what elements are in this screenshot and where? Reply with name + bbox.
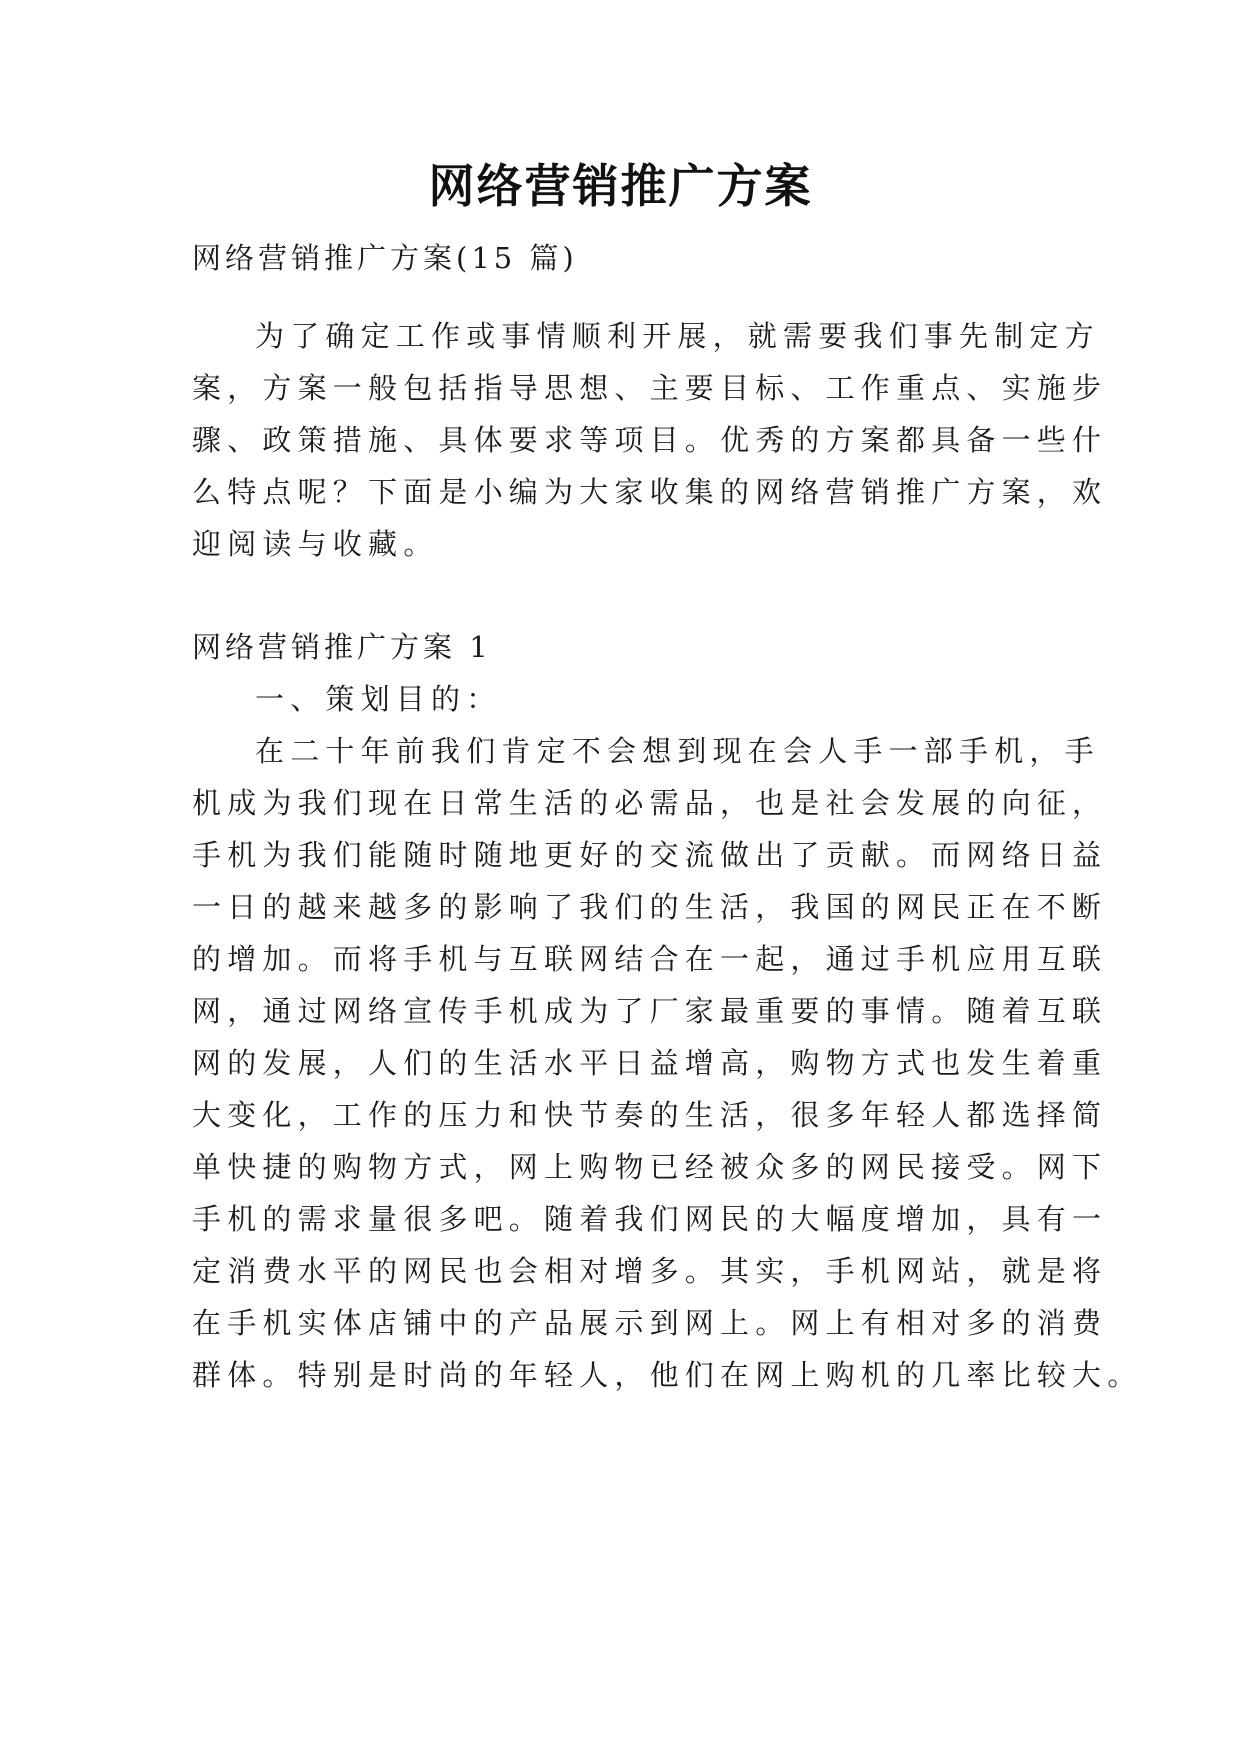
intro-line: 骤、政策措施、具体要求等项目。优秀的方案都具备一些什	[192, 423, 1108, 457]
document-subtitle: 网络营销推广方案(15 篇)	[192, 241, 578, 275]
intro-line: 么特点呢？下面是小编为大家收集的网络营销推广方案，欢	[192, 475, 1108, 509]
intro-line: 案，方案一般包括指导思想、主要目标、工作重点、实施步	[192, 371, 1108, 405]
body-line: 手机为我们能随时随地更好的交流做出了贡献。而网络日益	[192, 838, 1108, 872]
body-line: 的增加。而将手机与互联网结合在一起，通过手机应用互联	[192, 942, 1108, 976]
section-subtitle: 一、策划目的：	[255, 682, 502, 716]
body-line: 网，通过网络宣传手机成为了厂家最重要的事情。随着互联	[192, 994, 1108, 1028]
body-line: 机成为我们现在日常生活的必需品，也是社会发展的向征，	[192, 786, 1108, 820]
document-title: 网络营销推广方案	[428, 159, 813, 213]
body-line: 一日的越来越多的影响了我们的生活，我国的网民正在不断	[192, 890, 1108, 924]
body-line: 在手机实体店铺中的产品展示到网上。网上有相对多的消费	[192, 1306, 1108, 1340]
body-line: 在二十年前我们肯定不会想到现在会人手一部手机，手	[255, 734, 1100, 768]
intro-line: 为了确定工作或事情顺利开展，就需要我们事先制定方	[255, 319, 1100, 353]
body-line: 大变化，工作的压力和快节奏的生活，很多年轻人都选择简	[192, 1098, 1108, 1132]
intro-line: 迎阅读与收藏。	[192, 527, 439, 561]
body-line: 定消费水平的网民也会相对增多。其实，手机网站，就是将	[192, 1254, 1108, 1288]
body-line: 手机的需求量很多吧。随着我们网民的大幅度增加，具有一	[192, 1202, 1108, 1236]
body-line: 单快捷的购物方式，网上购物已经被众多的网民接受。网下	[192, 1150, 1108, 1184]
body-line: 网的发展，人们的生活水平日益增高，购物方式也发生着重	[192, 1046, 1108, 1080]
body-line: 群体。特别是时尚的年轻人，他们在网上购机的几率比较大。	[192, 1358, 1143, 1392]
section-title: 网络营销推广方案 1	[192, 630, 492, 664]
